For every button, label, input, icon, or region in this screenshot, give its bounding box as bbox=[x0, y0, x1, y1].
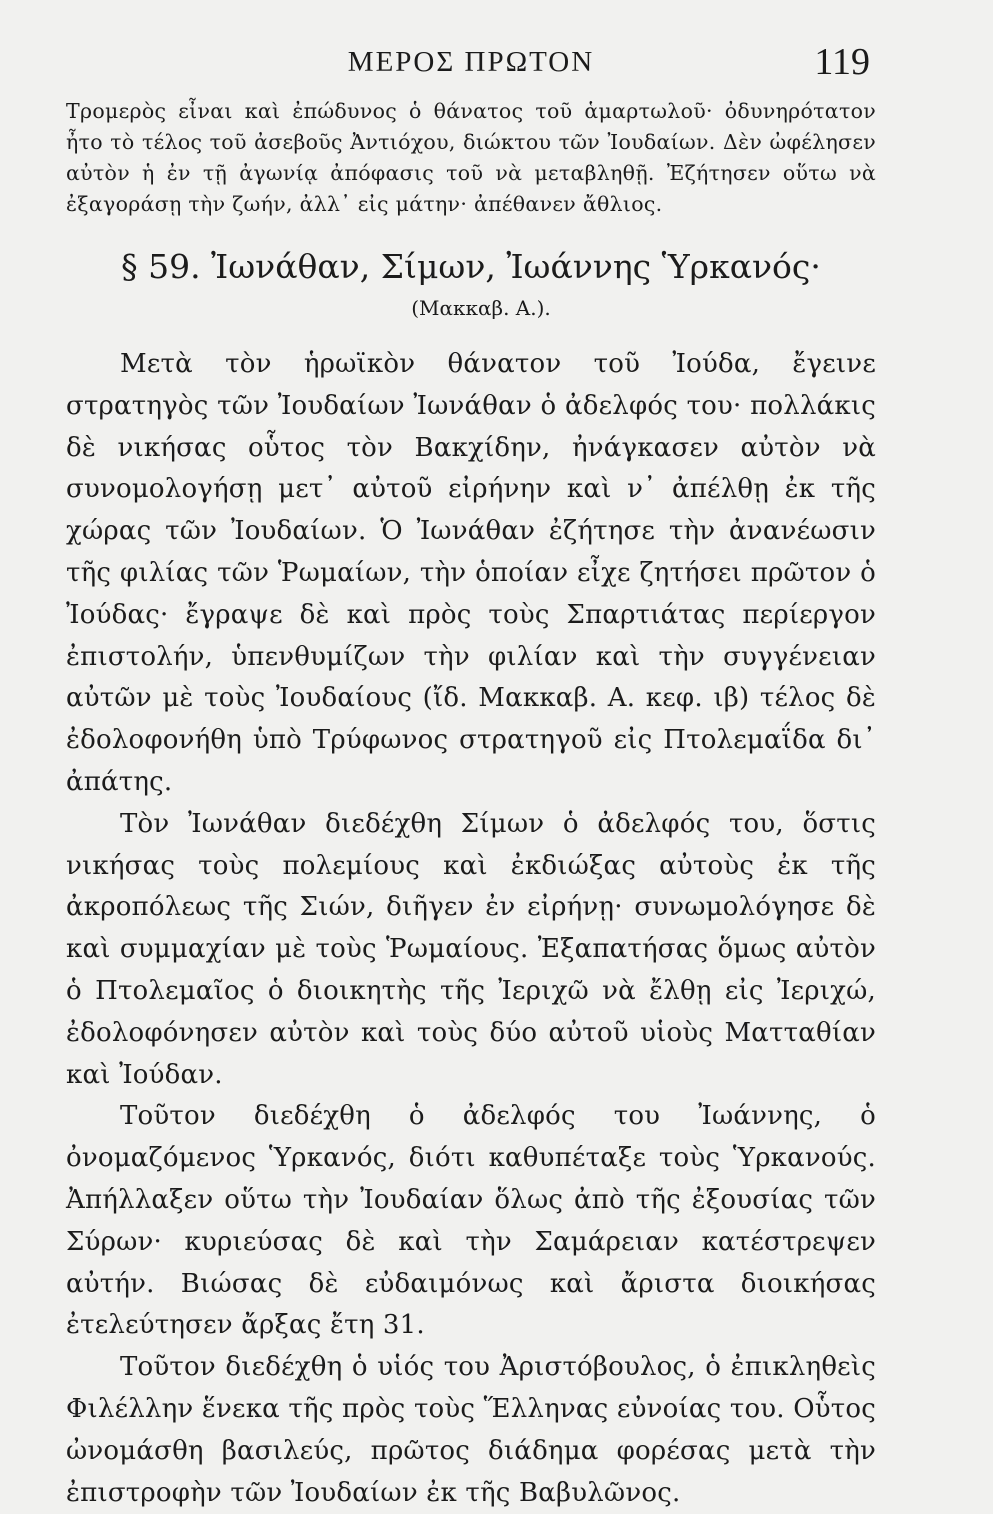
body-paragraph: Τὸν Ἰωνάθαν διεδέχθη Σίμων ὁ ἀδελφός του, ὅστις νικήσας τοὺς πολεμίους καὶ ἐκδιώξας αὐτοὺς ἐκ τῆς ἀκροπόλεως τῆς Σιών, διῆγεν ἐν εἰρήνῃ· συνωμολόγησε δὲ καὶ συμμαχίαν μὲ τοὺς Ῥωμαίους. Ἐξαπατήσας ὅμως αὐτὸν ὁ Πτολεμαῖος ὁ διοικητὴς τῆς Ἰεριχῶ νὰ ἔλθῃ εἰς Ἰεριχώ, ἐδολοφόνησεν αὐτὸν καὶ τοὺς δύο αὐτοῦ υἱοὺς Ματταθίαν καὶ Ἰούδαν. bbox=[66, 808, 876, 1090]
intro-paragraph: Τρομερὸς εἶναι καὶ ἐπώδυνος ὁ θάνατος τοῦ ἁμαρτωλοῦ· ὀδυνηρότατον ἦτο τὸ τέλος τοῦ ἀσεβοῦς Ἀντιόχου, διώκτου τῶν Ἰουδαίων. Δὲν ὠφέλησεν αὐτὸν ἡ ἐν τῇ ἀγωνίᾳ ἀπόφασις τοῦ νὰ μεταβληθῇ. Ἐζήτησεν οὕτω νὰ ἐξαγοράσῃ τὴν ζωήν, ἀλλ᾽ εἰς μάτην· ἀπέθανεν ἄθλιος. bbox=[66, 99, 876, 216]
running-title: ΜΕΡΟΣ ΠΡΩΤΟΝ bbox=[347, 46, 595, 78]
body-paragraph: Τοῦτον διεδέχθη ὁ ἀδελφός του Ἰωάννης, ὁ ὀνομαζόμενος Ὑρκανός, διότι καθυπέταξε τοὺς Ὑρκανούς. Ἀπήλλαξεν οὕτω τὴν Ἰουδαίαν ὅλως ἀπὸ τῆς ἐξουσίας τῶν Σύρων· κυριεύσας δὲ καὶ τὴν Σαμάρειαν κατέστρεψεν αὐτήν. Βιώσας δὲ εὐδαιμόνως καὶ ἄριστα διοικήσας ἐτελεύτησεν ἄρξας ἔτη 31. bbox=[66, 1101, 876, 1341]
book-page bbox=[66, 40, 876, 1508]
body-paragraph: Μετὰ τὸν ἡρωϊκὸν θάνατον τοῦ Ἰούδα, ἔγεινε στρατηγὸς τῶν Ἰουδαίων Ἰωνάθαν ὁ ἀδελφός του· πολλάκις δὲ νικήσας οὗτος τὸν Βακχίδην, ἠνάγκασεν αὐτὸν νὰ συνομολογήσῃ μετ᾽ αὐτοῦ εἰρήνην καὶ ν᾽ ἀπέλθῃ ἐκ τῆς χώρας τῶν Ἰουδαίων. Ὁ Ἰωνάθαν ἐζήτησε τὴν ἀνανέωσιν τῆς φιλίας τῶν Ῥωμαίων, τὴν ὁποίαν εἶχε ζητήσει πρῶτον ὁ Ἰούδας· ἔγραψε δὲ καὶ πρὸς τοὺς Σπαρτιάτας περίεργον ἐπιστολήν, ὑπενθυμίζων τὴν φιλίαν καὶ τὴν συγγένειαν αὐτῶν μὲ τοὺς Ἰουδαίους (ἴδ. Μακκαβ. Α. κεφ. ιβ) τέλος δὲ ἐδολοφονήθη ὑπὸ Τρύφωνος στρατηγοῦ εἰς Πτολεμαΐδα δι᾽ ἀπάτης. bbox=[66, 349, 876, 797]
body-paragraph: Τοῦτον διεδέχθη ὁ υἱός του Ἀριστόβουλος, ὁ ἐπικληθεὶς Φιλέλλην ἕνεκα τῆς πρὸς τοὺς Ἕλληνας εὐνοίας του. Οὗτος ὠνομάσθη βασιλεύς, πρῶτος διάδημα φορέσας μετὰ τὴν ἐπιστροφὴν τῶν Ἰουδαίων ἐκ τῆς Βαβυλῶνος. bbox=[66, 1352, 876, 1508]
section-subheading: (Μακκαβ. Α.). bbox=[411, 296, 551, 320]
section-heading: § 59. Ἰωνάθαν, Σίμων, Ἰωάννης Ὑρκανός· bbox=[121, 247, 821, 286]
page-number: 119 bbox=[814, 41, 870, 83]
page-header bbox=[66, 40, 876, 96]
